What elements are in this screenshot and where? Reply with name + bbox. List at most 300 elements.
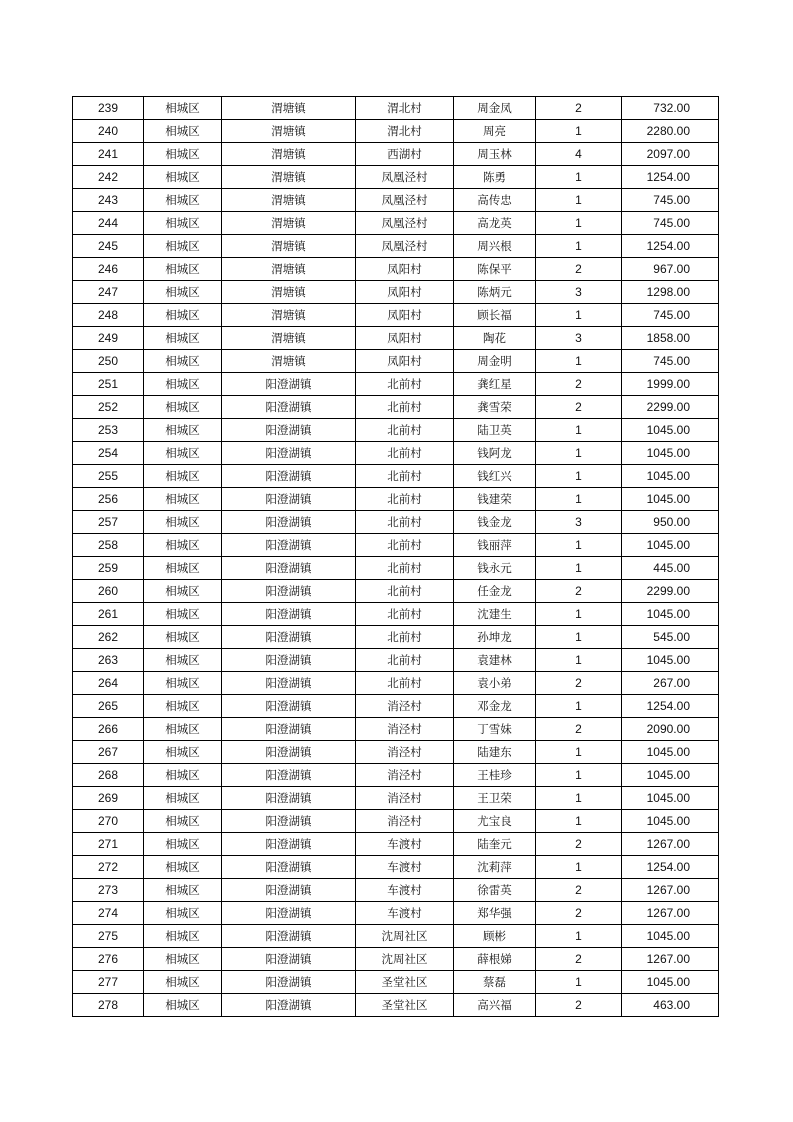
district-cell: 相城区 [144,488,222,511]
town-cell: 阳澄湖镇 [222,764,356,787]
row-number-cell: 255 [73,465,144,488]
table-row [73,534,719,557]
district-cell: 相城区 [144,281,222,304]
town-cell: 阳澄湖镇 [222,511,356,534]
household-count-cell: 1 [536,626,622,649]
row-number-cell: 243 [73,189,144,212]
row-number-cell: 253 [73,419,144,442]
village-cell: 凤阳村 [356,327,454,350]
town-cell: 阳澄湖镇 [222,718,356,741]
name-cell: 沈莉萍 [454,856,536,879]
amount-cell: 1045.00 [622,764,719,787]
name-cell: 任金龙 [454,580,536,603]
village-cell: 凤阳村 [356,258,454,281]
town-cell: 渭塘镇 [222,258,356,281]
household-count-cell: 1 [536,465,622,488]
amount-cell: 745.00 [622,212,719,235]
district-cell: 相城区 [144,902,222,925]
village-cell: 北前村 [356,672,454,695]
row-number-cell: 267 [73,741,144,764]
village-cell: 凤阳村 [356,350,454,373]
town-cell: 阳澄湖镇 [222,833,356,856]
name-cell: 龚红星 [454,373,536,396]
district-cell: 相城区 [144,948,222,971]
village-cell: 消泾村 [356,741,454,764]
district-cell: 相城区 [144,810,222,833]
name-cell: 高龙英 [454,212,536,235]
amount-cell: 267.00 [622,672,719,695]
amount-cell: 1045.00 [622,465,719,488]
row-number-cell: 265 [73,695,144,718]
district-cell: 相城区 [144,603,222,626]
name-cell: 周兴根 [454,235,536,258]
row-number-cell: 245 [73,235,144,258]
row-number-cell: 269 [73,787,144,810]
name-cell: 顾彬 [454,925,536,948]
amount-cell: 1045.00 [622,971,719,994]
household-count-cell: 3 [536,511,622,534]
table-row [73,396,719,419]
household-count-cell: 1 [536,764,622,787]
village-cell: 北前村 [356,649,454,672]
name-cell: 沈建生 [454,603,536,626]
amount-cell: 1267.00 [622,948,719,971]
table-row [73,166,719,189]
village-cell: 车渡村 [356,902,454,925]
town-cell: 阳澄湖镇 [222,419,356,442]
village-cell: 车渡村 [356,879,454,902]
household-count-cell: 2 [536,396,622,419]
amount-cell: 1254.00 [622,695,719,718]
table-row [73,603,719,626]
household-count-cell: 2 [536,994,622,1017]
town-cell: 阳澄湖镇 [222,672,356,695]
household-count-cell: 3 [536,281,622,304]
village-cell: 消泾村 [356,810,454,833]
table-row [73,488,719,511]
row-number-cell: 246 [73,258,144,281]
household-count-cell: 1 [536,350,622,373]
household-count-cell: 1 [536,166,622,189]
name-cell: 陈炳元 [454,281,536,304]
name-cell: 薛根娣 [454,948,536,971]
district-cell: 相城区 [144,235,222,258]
amount-cell: 1298.00 [622,281,719,304]
household-count-cell: 1 [536,488,622,511]
village-cell: 凤阳村 [356,281,454,304]
household-count-cell: 1 [536,189,622,212]
district-cell: 相城区 [144,626,222,649]
name-cell: 钱红兴 [454,465,536,488]
village-cell: 北前村 [356,488,454,511]
town-cell: 渭塘镇 [222,235,356,258]
village-cell: 北前村 [356,603,454,626]
village-cell: 北前村 [356,442,454,465]
village-cell: 消泾村 [356,718,454,741]
row-number-cell: 242 [73,166,144,189]
household-count-cell: 1 [536,120,622,143]
table-row [73,212,719,235]
village-cell: 车渡村 [356,856,454,879]
district-cell: 相城区 [144,787,222,810]
row-number-cell: 274 [73,902,144,925]
village-cell: 车渡村 [356,833,454,856]
row-number-cell: 277 [73,971,144,994]
household-count-cell: 1 [536,212,622,235]
town-cell: 阳澄湖镇 [222,856,356,879]
town-cell: 阳澄湖镇 [222,787,356,810]
table-row [73,925,719,948]
village-cell: 北前村 [356,511,454,534]
town-cell: 阳澄湖镇 [222,902,356,925]
town-cell: 渭塘镇 [222,143,356,166]
amount-cell: 745.00 [622,304,719,327]
district-cell: 相城区 [144,879,222,902]
table-row [73,327,719,350]
table-row [73,718,719,741]
town-cell: 阳澄湖镇 [222,396,356,419]
district-cell: 相城区 [144,97,222,120]
village-cell: 北前村 [356,534,454,557]
table-row [73,856,719,879]
village-cell: 北前村 [356,419,454,442]
row-number-cell: 275 [73,925,144,948]
row-number-cell: 247 [73,281,144,304]
district-cell: 相城区 [144,419,222,442]
household-count-cell: 1 [536,649,622,672]
name-cell: 王桂珍 [454,764,536,787]
household-count-cell: 2 [536,672,622,695]
row-number-cell: 250 [73,350,144,373]
row-number-cell: 271 [73,833,144,856]
town-cell: 阳澄湖镇 [222,603,356,626]
village-cell: 凤凰泾村 [356,166,454,189]
amount-cell: 1858.00 [622,327,719,350]
amount-cell: 1045.00 [622,925,719,948]
table-row [73,465,719,488]
household-count-cell: 1 [536,235,622,258]
district-cell: 相城区 [144,649,222,672]
row-number-cell: 240 [73,120,144,143]
name-cell: 钱永元 [454,557,536,580]
amount-cell: 1254.00 [622,166,719,189]
table-row [73,373,719,396]
row-number-cell: 241 [73,143,144,166]
town-cell: 渭塘镇 [222,120,356,143]
row-number-cell: 278 [73,994,144,1017]
amount-cell: 732.00 [622,97,719,120]
amount-cell: 2090.00 [622,718,719,741]
table-row [73,281,719,304]
name-cell: 丁雪妹 [454,718,536,741]
town-cell: 渭塘镇 [222,350,356,373]
table-row [73,971,719,994]
amount-cell: 1045.00 [622,810,719,833]
name-cell: 袁建林 [454,649,536,672]
town-cell: 渭塘镇 [222,327,356,350]
row-number-cell: 263 [73,649,144,672]
table-row [73,787,719,810]
row-number-cell: 272 [73,856,144,879]
amount-cell: 2299.00 [622,580,719,603]
household-count-cell: 4 [536,143,622,166]
row-number-cell: 254 [73,442,144,465]
table-row [73,810,719,833]
household-count-cell: 1 [536,419,622,442]
district-cell: 相城区 [144,695,222,718]
district-cell: 相城区 [144,718,222,741]
amount-cell: 445.00 [622,557,719,580]
household-count-cell: 1 [536,557,622,580]
household-count-cell: 1 [536,971,622,994]
town-cell: 阳澄湖镇 [222,695,356,718]
town-cell: 阳澄湖镇 [222,442,356,465]
row-number-cell: 249 [73,327,144,350]
village-cell: 渭北村 [356,97,454,120]
amount-cell: 1045.00 [622,488,719,511]
district-cell: 相城区 [144,833,222,856]
row-number-cell: 266 [73,718,144,741]
amount-cell: 2097.00 [622,143,719,166]
amount-cell: 2299.00 [622,396,719,419]
district-cell: 相城区 [144,189,222,212]
village-cell: 凤凰泾村 [356,189,454,212]
village-cell: 北前村 [356,373,454,396]
town-cell: 阳澄湖镇 [222,948,356,971]
name-cell: 周金凤 [454,97,536,120]
household-count-cell: 2 [536,718,622,741]
town-cell: 渭塘镇 [222,189,356,212]
row-number-cell: 251 [73,373,144,396]
village-cell: 凤凰泾村 [356,235,454,258]
district-cell: 相城区 [144,166,222,189]
household-count-cell: 1 [536,534,622,557]
amount-cell: 967.00 [622,258,719,281]
household-count-cell: 3 [536,327,622,350]
district-cell: 相城区 [144,580,222,603]
village-cell: 沈周社区 [356,948,454,971]
name-cell: 孙坤龙 [454,626,536,649]
table-row [73,189,719,212]
name-cell: 钱建荣 [454,488,536,511]
district-cell: 相城区 [144,672,222,695]
district-cell: 相城区 [144,741,222,764]
town-cell: 阳澄湖镇 [222,580,356,603]
name-cell: 尤宝良 [454,810,536,833]
district-cell: 相城区 [144,856,222,879]
name-cell: 钱金龙 [454,511,536,534]
town-cell: 阳澄湖镇 [222,557,356,580]
district-cell: 相城区 [144,534,222,557]
household-count-cell: 2 [536,948,622,971]
name-cell: 龚雪荣 [454,396,536,419]
village-cell: 北前村 [356,396,454,419]
table-row [73,948,719,971]
village-cell: 消泾村 [356,764,454,787]
household-count-cell: 1 [536,787,622,810]
village-cell: 凤凰泾村 [356,212,454,235]
name-cell: 陈保平 [454,258,536,281]
name-cell: 高传忠 [454,189,536,212]
household-count-cell: 1 [536,856,622,879]
name-cell: 周亮 [454,120,536,143]
household-count-cell: 1 [536,810,622,833]
district-cell: 相城区 [144,442,222,465]
name-cell: 高兴福 [454,994,536,1017]
household-count-cell: 1 [536,741,622,764]
town-cell: 阳澄湖镇 [222,971,356,994]
name-cell: 陶花 [454,327,536,350]
household-count-cell: 2 [536,833,622,856]
amount-cell: 1045.00 [622,741,719,764]
amount-cell: 1045.00 [622,419,719,442]
town-cell: 渭塘镇 [222,281,356,304]
village-cell: 西湖村 [356,143,454,166]
amount-cell: 1045.00 [622,787,719,810]
amount-cell: 1045.00 [622,534,719,557]
household-count-cell: 1 [536,603,622,626]
name-cell: 王卫荣 [454,787,536,810]
name-cell: 顾长福 [454,304,536,327]
table-row [73,557,719,580]
district-cell: 相城区 [144,465,222,488]
row-number-cell: 264 [73,672,144,695]
town-cell: 阳澄湖镇 [222,741,356,764]
table-row [73,235,719,258]
district-cell: 相城区 [144,396,222,419]
table-row [73,143,719,166]
table-row [73,833,719,856]
row-number-cell: 270 [73,810,144,833]
name-cell: 郑华强 [454,902,536,925]
district-cell: 相城区 [144,120,222,143]
village-cell: 沈周社区 [356,925,454,948]
table-row [73,350,719,373]
table-row [73,511,719,534]
town-cell: 阳澄湖镇 [222,994,356,1017]
district-cell: 相城区 [144,373,222,396]
row-number-cell: 244 [73,212,144,235]
town-cell: 渭塘镇 [222,304,356,327]
village-cell: 消泾村 [356,787,454,810]
village-cell: 凤阳村 [356,304,454,327]
village-cell: 北前村 [356,626,454,649]
town-cell: 阳澄湖镇 [222,810,356,833]
household-count-cell: 2 [536,580,622,603]
household-count-cell: 1 [536,304,622,327]
district-cell: 相城区 [144,994,222,1017]
table-row [73,879,719,902]
town-cell: 阳澄湖镇 [222,373,356,396]
table-row [73,442,719,465]
name-cell: 钱丽萍 [454,534,536,557]
town-cell: 阳澄湖镇 [222,649,356,672]
row-number-cell: 256 [73,488,144,511]
household-count-cell: 2 [536,902,622,925]
row-number-cell: 248 [73,304,144,327]
amount-cell: 1267.00 [622,902,719,925]
row-number-cell: 257 [73,511,144,534]
town-cell: 阳澄湖镇 [222,488,356,511]
name-cell: 陆奎元 [454,833,536,856]
amount-cell: 745.00 [622,350,719,373]
name-cell: 蔡磊 [454,971,536,994]
row-number-cell: 262 [73,626,144,649]
row-number-cell: 259 [73,557,144,580]
village-cell: 圣堂社区 [356,994,454,1017]
household-count-cell: 2 [536,258,622,281]
name-cell: 袁小弟 [454,672,536,695]
town-cell: 阳澄湖镇 [222,534,356,557]
amount-cell: 2280.00 [622,120,719,143]
town-cell: 渭塘镇 [222,97,356,120]
name-cell: 邓金龙 [454,695,536,718]
name-cell: 陆建东 [454,741,536,764]
row-number-cell: 261 [73,603,144,626]
row-number-cell: 268 [73,764,144,787]
district-cell: 相城区 [144,971,222,994]
town-cell: 渭塘镇 [222,212,356,235]
district-cell: 相城区 [144,258,222,281]
table-row [73,649,719,672]
amount-cell: 950.00 [622,511,719,534]
village-cell: 消泾村 [356,695,454,718]
amount-cell: 1045.00 [622,442,719,465]
household-count-cell: 1 [536,695,622,718]
amount-cell: 745.00 [622,189,719,212]
village-cell: 北前村 [356,557,454,580]
district-cell: 相城区 [144,304,222,327]
amount-cell: 1045.00 [622,603,719,626]
table-row [73,580,719,603]
table-row [73,419,719,442]
village-cell: 圣堂社区 [356,971,454,994]
name-cell: 徐雷英 [454,879,536,902]
row-number-cell: 276 [73,948,144,971]
village-cell: 渭北村 [356,120,454,143]
data-table [72,96,719,1017]
row-number-cell: 239 [73,97,144,120]
row-number-cell: 252 [73,396,144,419]
name-cell: 陈勇 [454,166,536,189]
table-row [73,258,719,281]
household-count-cell: 1 [536,442,622,465]
district-cell: 相城区 [144,764,222,787]
district-cell: 相城区 [144,925,222,948]
amount-cell: 1254.00 [622,856,719,879]
town-cell: 阳澄湖镇 [222,925,356,948]
table-row [73,902,719,925]
household-count-cell: 1 [536,925,622,948]
name-cell: 周金明 [454,350,536,373]
table-row [73,626,719,649]
amount-cell: 1045.00 [622,649,719,672]
row-number-cell: 260 [73,580,144,603]
district-cell: 相城区 [144,511,222,534]
district-cell: 相城区 [144,212,222,235]
table-row [73,120,719,143]
town-cell: 阳澄湖镇 [222,626,356,649]
town-cell: 渭塘镇 [222,166,356,189]
table-row [73,994,719,1017]
amount-cell: 1999.00 [622,373,719,396]
amount-cell: 1267.00 [622,833,719,856]
town-cell: 阳澄湖镇 [222,879,356,902]
row-number-cell: 258 [73,534,144,557]
town-cell: 阳澄湖镇 [222,465,356,488]
table-body [73,97,719,1017]
table-row [73,97,719,120]
